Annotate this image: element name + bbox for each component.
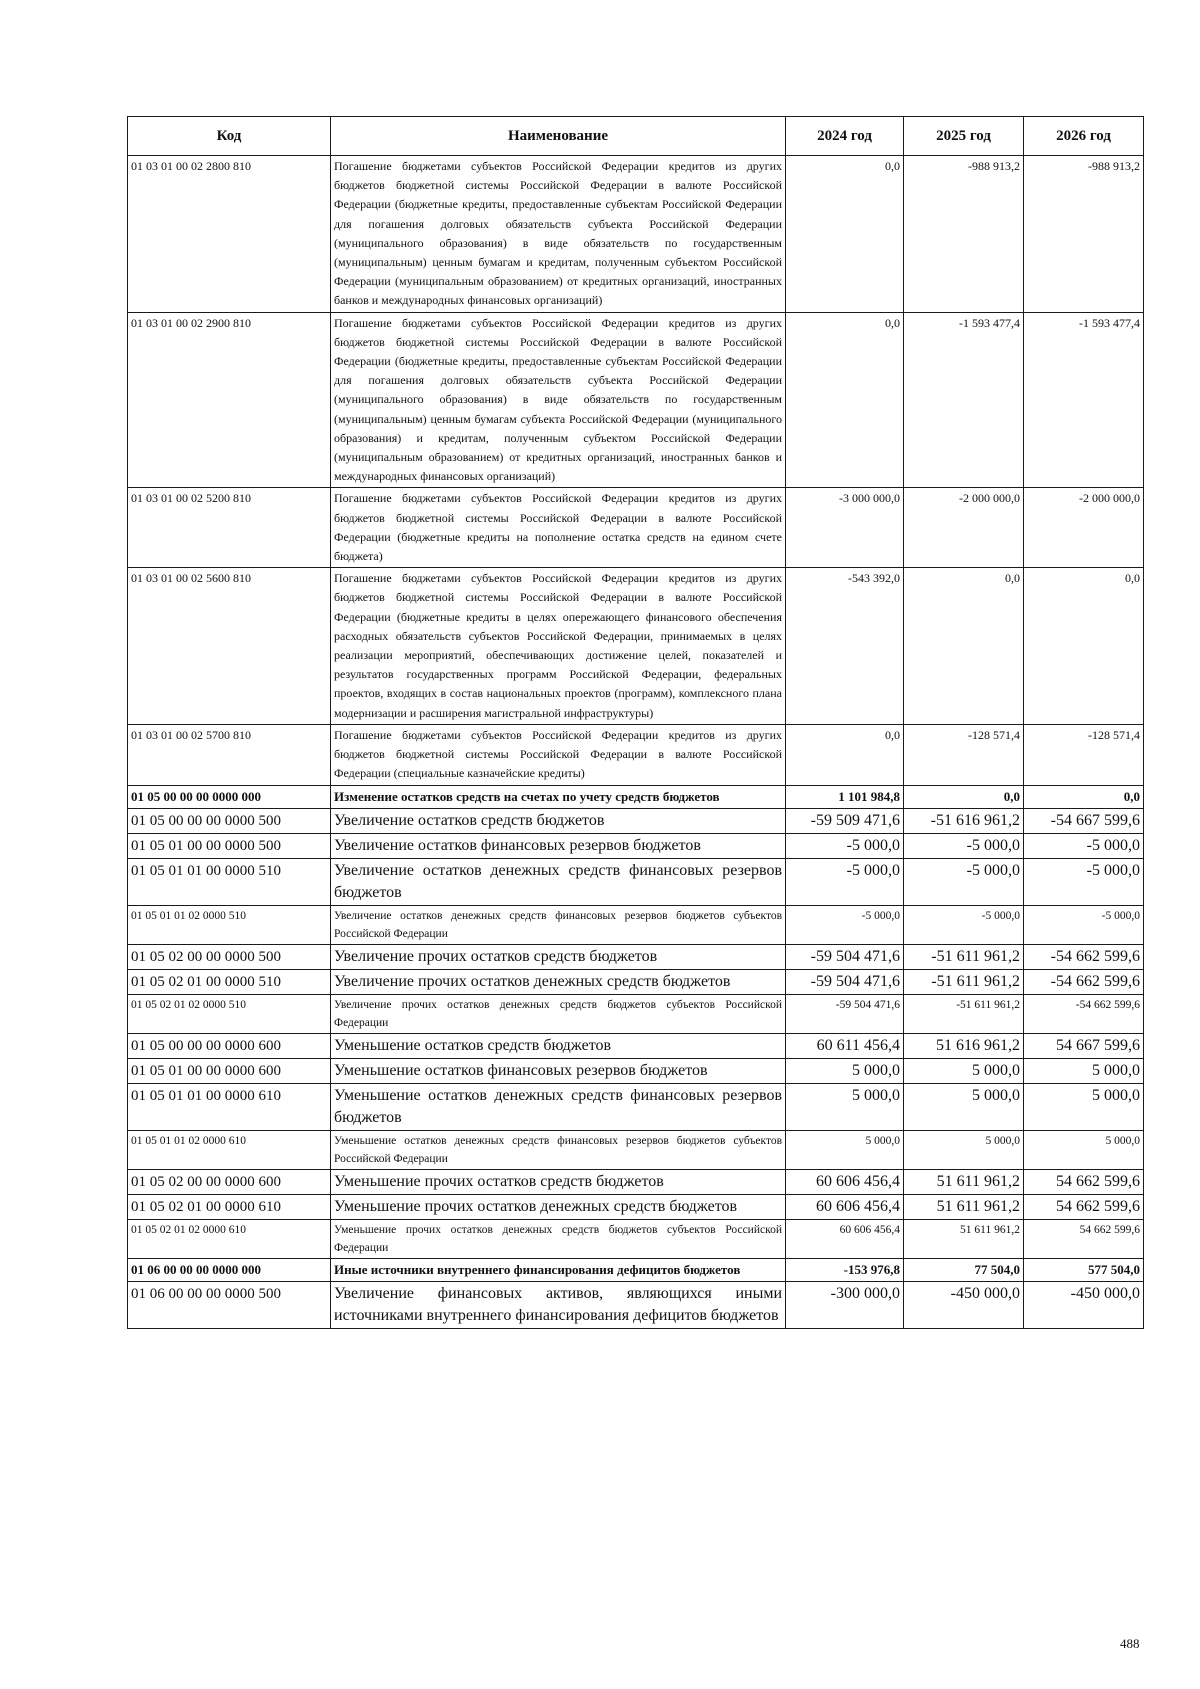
table-row	[128, 1033, 1144, 1058]
row-name: Увеличение финансовых активов, являющихся иными источниками внутреннего финансирования дефицитов бюджетов	[331, 1281, 786, 1328]
row-2026: -54 667 599,6	[1024, 808, 1144, 833]
row-2025: -51 611 961,2	[904, 969, 1024, 994]
row-name: Увеличение прочих остатков средств бюджетов	[331, 944, 786, 969]
row-code: 01 03 01 00 02 2900 810	[128, 312, 331, 488]
row-2024: -59 504 471,6	[786, 994, 904, 1033]
row-code: 01 05 01 01 02 0000 510	[128, 905, 331, 944]
row-2026: -54 662 599,6	[1024, 969, 1144, 994]
row-code: 01 05 02 01 00 0000 610	[128, 1194, 331, 1219]
row-name: Увеличение остатков денежных средств финансовых резервов бюджетов	[331, 858, 786, 905]
row-2025: -51 611 961,2	[904, 944, 1024, 969]
row-name: Погашение бюджетами субъектов Российской Федерации кредитов из других бюджетов бюджетной системы Российской Федерации в валюте Российской Федерации (бюджетные кредиты на пополнение остатка средств на едином счете бюджета)	[331, 488, 786, 568]
row-name: Увеличение прочих остатков денежных средств бюджетов субъектов Российской Федерации	[331, 994, 786, 1033]
row-2024: 60 611 456,4	[786, 1033, 904, 1058]
row-2025: -5 000,0	[904, 858, 1024, 905]
header-2024: 2024 год	[786, 117, 904, 156]
table-row	[128, 1258, 1144, 1281]
row-2024: -543 392,0	[786, 568, 904, 725]
table-row	[128, 994, 1144, 1033]
row-2025: -5 000,0	[904, 833, 1024, 858]
row-name: Уменьшение остатков финансовых резервов бюджетов	[331, 1058, 786, 1083]
row-2024: 0,0	[786, 312, 904, 488]
row-2024: -5 000,0	[786, 905, 904, 944]
row-name: Уменьшение остатков денежных средств финансовых резервов бюджетов субъектов Российской Федерации	[331, 1130, 786, 1169]
row-2024: 0,0	[786, 156, 904, 313]
row-2024: -300 000,0	[786, 1281, 904, 1328]
header-code: Код	[128, 117, 331, 156]
row-2026: -5 000,0	[1024, 833, 1144, 858]
row-2026: -2 000 000,0	[1024, 488, 1144, 568]
table-row	[128, 1194, 1144, 1219]
table-row	[128, 944, 1144, 969]
row-name: Иные источники внутреннего финансирования дефицитов бюджетов	[331, 1258, 786, 1281]
row-2025: 51 616 961,2	[904, 1033, 1024, 1058]
row-2026: 54 662 599,6	[1024, 1219, 1144, 1258]
table-row	[128, 1130, 1144, 1169]
row-2024: 60 606 456,4	[786, 1219, 904, 1258]
row-2026: 5 000,0	[1024, 1130, 1144, 1169]
row-2024: -5 000,0	[786, 833, 904, 858]
row-2025: 51 611 961,2	[904, 1219, 1024, 1258]
row-2024: -153 976,8	[786, 1258, 904, 1281]
row-2026: 577 504,0	[1024, 1258, 1144, 1281]
row-2025: 5 000,0	[904, 1058, 1024, 1083]
row-code: 01 03 01 00 02 5600 810	[128, 568, 331, 725]
row-2024: 60 606 456,4	[786, 1169, 904, 1194]
row-2025: 5 000,0	[904, 1083, 1024, 1130]
row-2026: 54 662 599,6	[1024, 1194, 1144, 1219]
table-row	[128, 1169, 1144, 1194]
row-name: Погашение бюджетами субъектов Российской Федерации кредитов из других бюджетов бюджетной системы Российской Федерации в валюте Российской Федерации (бюджетные кредиты в целях опережающего финансового обеспечения расходных обязательств субъектов Российской Федерации, принимаемых в целях реализации мероприятий, обеспечивающих достижение целей, показателей и результатов государственных программ Российской Федерации, федеральных проектов, входящих в состав национальных проектов (программ), комплексного плана модернизации и расширения магистральной инфраструктуры)	[331, 568, 786, 725]
table-row	[128, 785, 1144, 808]
row-2025: 51 611 961,2	[904, 1169, 1024, 1194]
budget-sources-table	[127, 116, 1144, 1329]
row-code: 01 05 00 00 00 0000 000	[128, 785, 331, 808]
table-row	[128, 1219, 1144, 1258]
row-code: 01 05 01 01 00 0000 610	[128, 1083, 331, 1130]
row-2024: -5 000,0	[786, 858, 904, 905]
row-2026: -54 662 599,6	[1024, 994, 1144, 1033]
table-row	[128, 1058, 1144, 1083]
row-2026: -5 000,0	[1024, 905, 1144, 944]
row-code: 01 03 01 00 02 5700 810	[128, 724, 331, 785]
row-2024: -59 504 471,6	[786, 969, 904, 994]
header-name: Наименование	[331, 117, 786, 156]
row-2024: -59 509 471,6	[786, 808, 904, 833]
row-2025: -988 913,2	[904, 156, 1024, 313]
row-code: 01 06 00 00 00 0000 500	[128, 1281, 331, 1328]
row-code: 01 03 01 00 02 2800 810	[128, 156, 331, 313]
row-code: 01 05 02 01 02 0000 510	[128, 994, 331, 1033]
row-name: Уменьшение прочих остатков средств бюджетов	[331, 1169, 786, 1194]
row-2026: -450 000,0	[1024, 1281, 1144, 1328]
row-2025: 51 611 961,2	[904, 1194, 1024, 1219]
table-row	[128, 724, 1144, 785]
row-2024: 1 101 984,8	[786, 785, 904, 808]
row-2025: -2 000 000,0	[904, 488, 1024, 568]
row-code: 01 05 02 00 00 0000 500	[128, 944, 331, 969]
table-row	[128, 156, 1144, 313]
row-2026: 54 662 599,6	[1024, 1169, 1144, 1194]
row-2026: 0,0	[1024, 785, 1144, 808]
row-2025: 0,0	[904, 785, 1024, 808]
row-2024: 5 000,0	[786, 1058, 904, 1083]
header-2026: 2026 год	[1024, 117, 1144, 156]
row-2024: 60 606 456,4	[786, 1194, 904, 1219]
row-code: 01 05 02 01 00 0000 510	[128, 969, 331, 994]
header-2025: 2025 год	[904, 117, 1024, 156]
row-2025: -450 000,0	[904, 1281, 1024, 1328]
row-name: Увеличение остатков финансовых резервов бюджетов	[331, 833, 786, 858]
row-name: Уменьшение прочих остатков денежных средств бюджетов субъектов Российской Федерации	[331, 1219, 786, 1258]
row-2024: -3 000 000,0	[786, 488, 904, 568]
table-row	[128, 808, 1144, 833]
row-2026: 5 000,0	[1024, 1083, 1144, 1130]
table-row	[128, 488, 1144, 568]
table-row	[128, 833, 1144, 858]
row-name: Погашение бюджетами субъектов Российской Федерации кредитов из других бюджетов бюджетной системы Российской Федерации в валюте Российской Федерации (бюджетные кредиты, предоставленные субъектам Российской Федерации для погашения долговых обязательств субъекта Российской Федерации (муниципального образования) в виде обязательств по государственным (муниципальным) ценным бумагам субъекта Российской Федерации (муниципального образования) и кредитам, полученным субъектом Российской Федерации (муниципальным образованием) от кредитных организаций, иностранных банков и международных финансовых организаций)	[331, 312, 786, 488]
table-row	[128, 905, 1144, 944]
row-2026: 0,0	[1024, 568, 1144, 725]
row-2025: -51 611 961,2	[904, 994, 1024, 1033]
row-name: Увеличение прочих остатков денежных средств бюджетов	[331, 969, 786, 994]
row-name: Погашение бюджетами субъектов Российской Федерации кредитов из других бюджетов бюджетной системы Российской Федерации в валюте Российской Федерации (бюджетные кредиты, предоставленные субъектам Российской Федерации для погашения долговых обязательств субъекта Российской Федерации (муниципального образования) в виде обязательств по государственным (муниципальным) ценным бумагам и кредитам, полученным субъектом Российской Федерации (муниципальным образованием) от кредитных организаций, иностранных банков и международных финансовых организаций)	[331, 156, 786, 313]
row-code: 01 05 01 01 00 0000 510	[128, 858, 331, 905]
row-2025: -1 593 477,4	[904, 312, 1024, 488]
row-2025: 77 504,0	[904, 1258, 1024, 1281]
row-2026: 5 000,0	[1024, 1058, 1144, 1083]
row-code: 01 03 01 00 02 5200 810	[128, 488, 331, 568]
table-row	[128, 312, 1144, 488]
row-code: 01 05 01 01 02 0000 610	[128, 1130, 331, 1169]
row-name: Уменьшение остатков средств бюджетов	[331, 1033, 786, 1058]
table-row	[128, 1281, 1144, 1328]
table-row	[128, 568, 1144, 725]
row-2026: 54 667 599,6	[1024, 1033, 1144, 1058]
row-2026: -988 913,2	[1024, 156, 1144, 313]
row-2026: -128 571,4	[1024, 724, 1144, 785]
row-code: 01 05 02 00 00 0000 600	[128, 1169, 331, 1194]
row-name: Увеличение остатков средств бюджетов	[331, 808, 786, 833]
row-code: 01 05 00 00 00 0000 500	[128, 808, 331, 833]
table-row	[128, 1083, 1144, 1130]
row-2026: -1 593 477,4	[1024, 312, 1144, 488]
row-code: 01 05 00 00 00 0000 600	[128, 1033, 331, 1058]
table-row	[128, 858, 1144, 905]
row-2025: 5 000,0	[904, 1130, 1024, 1169]
row-2026: -5 000,0	[1024, 858, 1144, 905]
row-2025: -128 571,4	[904, 724, 1024, 785]
row-code: 01 05 01 00 00 0000 500	[128, 833, 331, 858]
page-number: 488	[1120, 1636, 1140, 1651]
row-code: 01 05 02 01 02 0000 610	[128, 1219, 331, 1258]
row-name: Уменьшение остатков денежных средств финансовых резервов бюджетов	[331, 1083, 786, 1130]
table-row	[128, 969, 1144, 994]
row-name: Погашение бюджетами субъектов Российской Федерации кредитов из других бюджетов бюджетной системы Российской Федерации в валюте Российской Федерации (специальные казначейские кредиты)	[331, 724, 786, 785]
row-code: 01 06 00 00 00 0000 000	[128, 1258, 331, 1281]
row-2024: 5 000,0	[786, 1083, 904, 1130]
row-name: Уменьшение прочих остатков денежных средств бюджетов	[331, 1194, 786, 1219]
row-2025: -5 000,0	[904, 905, 1024, 944]
row-2025: -51 616 961,2	[904, 808, 1024, 833]
table-header-row	[128, 117, 1144, 156]
row-name: Изменение остатков средств на счетах по учету средств бюджетов	[331, 785, 786, 808]
row-2024: 0,0	[786, 724, 904, 785]
row-2026: -54 662 599,6	[1024, 944, 1144, 969]
row-2024: -59 504 471,6	[786, 944, 904, 969]
row-name: Увеличение остатков денежных средств финансовых резервов бюджетов субъектов Российской Федерации	[331, 905, 786, 944]
row-2024: 5 000,0	[786, 1130, 904, 1169]
row-code: 01 05 01 00 00 0000 600	[128, 1058, 331, 1083]
row-2025: 0,0	[904, 568, 1024, 725]
